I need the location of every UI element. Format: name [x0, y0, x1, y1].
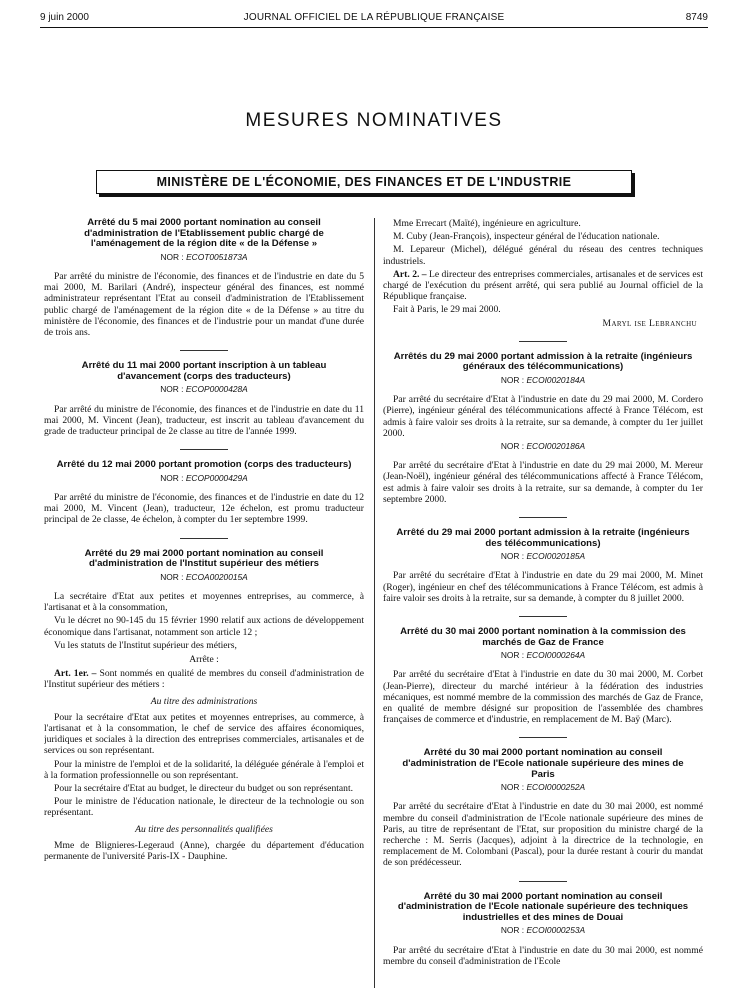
- article-2-text: Le directeur des entreprises commerciales, artisanales et de services est chargé de l'exécution du présent arrêté, qui sera publié au Journal officiel de la République française.: [383, 268, 703, 303]
- right-column: [383, 218, 703, 988]
- nor-label: NOR :: [160, 472, 184, 483]
- ministry-name: MINISTÈRE DE L'ÉCONOMIE, DES FINANCES ET DE L'INDUSTRIE: [156, 175, 572, 189]
- article-body: Par arrêté du secrétaire d'Etat à l'industrie en date du 30 mai 2000, est nommé membre du conseil d'administration de l'Ecole: [383, 944, 703, 967]
- nor-code: ECOA0020015A: [185, 571, 248, 582]
- nor-reference: [383, 375, 703, 386]
- article-separator: [519, 737, 567, 738]
- nor-label: NOR :: [500, 782, 525, 793]
- article-title: Arrêté du 29 mai 2000 portant nomination au conseil d'administration de l'Institut supérieur des métiers: [84, 547, 324, 570]
- article-mines-douai: [383, 892, 703, 967]
- subheading-administrations: Au titre des administrations: [150, 695, 258, 707]
- article-separator: [519, 341, 567, 342]
- nor-code: ECOI0000253A: [526, 925, 586, 936]
- nor-label: NOR :: [500, 925, 525, 936]
- article-body: Par arrêté du secrétaire d'Etat à l'industrie en date du 30 mai 2000, est nommé membre du conseil d'administration de l'Ecole nationale supérieure des mines de Paris, au titre de représentant de l'Etat, sur proposition du ministre chargé de la recherche : M. Serris (Jacques), adjoint à la directrice de la technologie, en remplacement de M. Colombani (Pascal), pour la durée restant à courir du mandat de son prédécesseur.: [383, 801, 703, 869]
- article-separator: [519, 881, 567, 882]
- left-column: [44, 218, 364, 988]
- member-paragraph: Mme de Blignieres-Legeraud (Anne), chargée du département d'éducation permanente de l'université Paris-IX - Dauphine.: [44, 839, 364, 863]
- article-1: [44, 668, 364, 690]
- article-separator: [519, 616, 567, 617]
- nor-reference: [383, 441, 703, 452]
- nor-label: NOR :: [500, 650, 525, 661]
- article-title: Arrêté du 11 mai 2000 portant inscription à un tableau d'avancement (corps des traducteurs): [81, 360, 327, 382]
- article-1-text: Sont nommés en qualité de membres du conseil d'administration de l'Institut supérieur des métiers :: [44, 668, 364, 691]
- nor-code: ECOP0000429A: [185, 472, 248, 483]
- article-body: Par arrêté du ministre de l'économie, des finances et de l'industrie en date du 12 mai 2000, M. Vincent (Jean), traducteur, 12e échelon, est promu traducteur principal de 2e classe, 4e échelon, à compter du 1er septembre 1999.: [44, 492, 364, 526]
- article-2-label: Art. 2. –: [393, 268, 427, 280]
- section-title: MESURES NOMINATIVES: [245, 110, 503, 131]
- article-title: Arrêté du 12 mai 2000 portant promotion (corps des traducteurs): [56, 459, 352, 471]
- article-separator: [180, 449, 228, 450]
- nor-reference: [44, 384, 364, 395]
- nor-reference: [44, 252, 364, 263]
- fait-a-paris: Fait à Paris, le 29 mai 2000.: [393, 304, 501, 316]
- article-separator: [180, 350, 228, 351]
- preamble-paragraph: Vu les statuts de l'Institut supérieur des métiers,: [54, 639, 237, 651]
- article-2: [383, 269, 703, 303]
- nor-code: ECOI0000252A: [526, 782, 586, 793]
- article-title: Arrêté du 30 mai 2000 portant nomination à la commission des marchés de Gaz de France: [400, 626, 686, 648]
- nor-reference: [44, 572, 364, 583]
- article-body: Par arrêté du secrétaire d'Etat à l'industrie en date du 29 mai 2000, M. Minet (Roger), ingénieur en chef des télécommunications à France Télécom, est admis à faire valoir ses droits à la retraite, sur sa demande, à compter du 8 juillet 2000.: [383, 570, 703, 604]
- preamble-paragraph: La secrétaire d'Etat aux petites et moyennes entreprises, au commerce, à l'artisanat et à la consommation,: [44, 591, 364, 614]
- article-vincent-promotion: [44, 460, 364, 525]
- article-body: Par arrêté du secrétaire d'Etat à l'industrie en date du 30 mai 2000, M. Corbet (Jean-Pierre), directeur du marché intérieur à la fédération des industries mécaniques, est nommé membre de la commission des marchés de Gaz de France, en qualité de membre désigné sur proposition de l'assemblée des chambres françaises de commerce et d'industrie, en remplacement de M. Baÿ (Marc).: [383, 669, 703, 726]
- nor-reference: [383, 551, 703, 562]
- signature: Maryl ise Lebranchu: [602, 317, 697, 329]
- nor-code: ECOP0000428A: [185, 384, 248, 395]
- member-paragraph: Pour la secrétaire d'Etat aux petites et moyennes entreprises, au commerce, à l'artisanat et à la consommation, le chef de service des affaires économiques, juridiques et sociales à la direction des entreprises commerciales, artisanales et de services ou son représentant.: [44, 711, 364, 757]
- issue-date: 9 juin 2000: [40, 12, 89, 23]
- article-body: Par arrêté du secrétaire d'Etat à l'industrie en date du 29 mai 2000, M. Cordero (Pierre), ingénieur général des télécommunications affecté à France Télécom, est admis à faire valoir ses droits à la retraite, sur sa demande, à compter du 1er juillet 2000.: [383, 394, 703, 439]
- member-paragraph: Pour la ministre de l'emploi et de la solidarité, la déléguée générale à l'emploi et à la formation professionnelle ou son représentant.: [44, 758, 364, 781]
- nor-reference: [383, 782, 703, 793]
- nor-reference: [383, 650, 703, 661]
- article-title: Arrêté du 30 mai 2000 portant nomination au conseil d'administration de l'Ecole nationale supérieure des mines de Paris: [402, 747, 684, 780]
- article-mines-paris: [383, 748, 703, 868]
- article-vincent-inscription: [44, 361, 364, 437]
- member-paragraph: Mme Errecart (Maïté), ingénieure en agriculture.: [393, 218, 581, 229]
- member-paragraph: Pour la secrétaire d'Etat au budget, le directeur du budget ou son représentant.: [54, 783, 354, 795]
- member-paragraph: Pour le ministre de l'éducation nationale, le directeur de la technologie ou son représentant.: [44, 796, 364, 819]
- nor-code: ECOI0020184A: [526, 375, 586, 386]
- ministry-banner: [96, 170, 632, 194]
- member-paragraph: M. Lepareur (Michel), délégué général du réseau des centres techniques industriels.: [383, 244, 703, 267]
- nor-label: NOR :: [500, 551, 525, 562]
- article-retraite-ingenieurs: [383, 528, 703, 604]
- nor-label: NOR :: [160, 384, 184, 395]
- nor-reference: [383, 925, 703, 936]
- nor-code: ECOI0020186A: [526, 441, 586, 452]
- nor-code: ECOI0000264A: [526, 650, 586, 661]
- article-retraite-ingenieurs-generaux: [383, 352, 703, 505]
- page-number: 8749: [685, 12, 708, 23]
- nor-label: NOR :: [500, 441, 525, 452]
- header-rule: [40, 27, 708, 28]
- article-barilari: [44, 218, 364, 338]
- article-body: Par arrêté du ministre de l'économie, des finances et de l'industrie en date du 5 mai 2000, M. Barilari (André), inspecteur général des finances, est nommé administrateur représentant l'Etat au conseil d'administration de l'Etablissement public chargé de l'aménagement de la région dite « de la Défense » au titre du ministère de l'économie, des finances et de l'industrie pour un mandat d'une durée de trois ans.: [44, 270, 364, 338]
- article-title: Arrêté du 29 mai 2000 portant admission à la retraite (ingénieurs des télécommunications): [396, 527, 690, 549]
- article-title: Arrêté du 5 mai 2000 portant nomination au conseil d'administration de l'Etablissement public chargé de l'aménagement de la région dite « de la Défense »: [84, 218, 324, 250]
- nor-label: NOR :: [160, 571, 184, 582]
- article-institut-metiers: [44, 549, 364, 863]
- nor-code: ECOI0020185A: [526, 551, 586, 562]
- article-body: Par arrêté du secrétaire d'Etat à l'industrie en date du 29 mai 2000, M. Mereur (Jean-Noël), ingénieur général des télécommunications affecté à France Télécom, est admis à faire valoir ses droits à la retraite, sur sa demande, à compter du 1er septembre 2000.: [383, 460, 703, 505]
- subheading-personnalites: Au titre des personnalités qualifiées: [135, 823, 273, 835]
- article-title: Arrêtés du 29 mai 2000 portant admission à la retraite (ingénieurs généraux des télécommunications): [393, 350, 693, 373]
- column-divider: [374, 218, 375, 988]
- member-paragraph: M. Cuby (Jean-François), inspecteur général de l'éducation nationale.: [393, 231, 660, 243]
- article-title: Arrêté du 30 mai 2000 portant nomination au conseil d'administration de l'Ecole nationale supérieure des techniques industrielles et des mines de Douai: [397, 890, 689, 923]
- preamble-paragraph: Vu le décret no 90-145 du 15 février 1990 relatif aux actions de développement économique dans l'artisanat, notamment son article 12 ;: [44, 615, 364, 638]
- article-separator: [519, 517, 567, 518]
- article-1-label: Art. 1er. –: [54, 668, 97, 680]
- running-header: [40, 10, 708, 26]
- nor-reference: [44, 473, 364, 484]
- journal-title: JOURNAL OFFICIEL DE LA RÉPUBLIQUE FRANÇAISE: [243, 12, 505, 23]
- arrete-heading: Arrête :: [189, 654, 219, 666]
- nor-code: ECOT0051873A: [186, 251, 248, 262]
- article-gaz-de-france: [383, 627, 703, 725]
- article-separator: [180, 538, 228, 539]
- article-body: Par arrêté du ministre de l'économie, des finances et de l'industrie en date du 11 mai 2000, M. Vincent (Jean), traducteur, est inscrit au tableau d'avancement du grade de traducteur principal de 2e classe au titre de l'année 1999.: [44, 403, 364, 437]
- nor-label: NOR :: [160, 251, 184, 262]
- nor-label: NOR :: [500, 375, 525, 386]
